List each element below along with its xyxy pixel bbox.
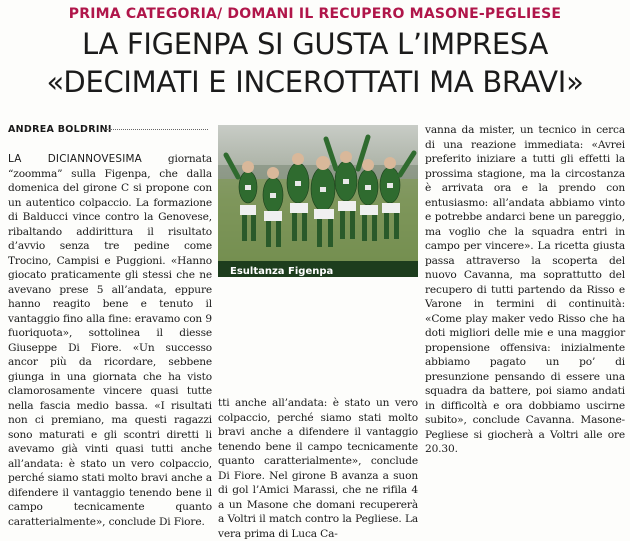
column-2-text: tti anche all’andata: è stato un vero colpaccio, perché siamo stati molto bravi anche a difendere il vantaggio tenendo bene il campo tecnicamente quanto caratterialmente», conclude Di Fiore. Nel girone B avanza a suon di gol l’Amici Marassi, che ne rifila 4 a un Masone che domani recupererà a Voltri il match contro la Pegliese. La vera prima di Luca Ca- xyxy=(218,397,418,540)
headline-line-1: LA FIGENPA SI GUSTA L’IMPRESA xyxy=(81,27,549,61)
team-celebration-photo xyxy=(218,125,418,261)
byline-rule xyxy=(104,129,208,130)
article-column-2 xyxy=(218,396,418,540)
lead-caps: LA DICIANNOVESIMA xyxy=(8,153,142,165)
headline-line-2: «DECIMATI E INCEROTTATI MA BRAVI» xyxy=(46,65,584,99)
article-column-3 xyxy=(425,123,625,465)
article-column-1 xyxy=(8,152,212,528)
column-3-text: vanna da mister, un tecnico in cerca di una reazione immediata: «Avrei preferito iniziare a tutti gli effetti la prossima stagione, ma la circostanza è arrivata ora e la prendo con entusiasmo: all’andata abbiamo vinto e potrebbe andarci bene un pareggio, ma voglio che la squadra entri in campo per vincere». La ricetta giusta passa attraverso la scoperta del nuovo Cavanna, ma soprattutto del recupero di tutti partendo da Risso e Varone in termini di continuità: «Come play maker vedo Risso che ha doti migliori delle mie e una maggior propensione offensiva: inizialmente abbiamo pagato un po’ di presunzione pensando di essere una squadra da battere, poi siamo andati in difficoltà e ora dobbiamo uscirne subito», conclude Cavanna. Masone-Pegliese si giocherà a Voltri alle ore 20.30. xyxy=(425,124,625,455)
column-1-text: giornata “zoomma” sulla Figenpa, che dalla domenica del girone C si propone con un autentico colpaccio. La formazione di Balducci vince contro la Genovese, ribaltando addirittura il risultato d’avvio senza tre pedine come Trocino, Campisi e Puggioni. «Hanno giocato praticamente gli stessi che ne avevano prese 5 all’andata, eppure hanno reagito bene e tenuto il vantaggio fino alla fine: eravamo con 9 fuoriquota», sottolinea il diesse Giuseppe Di Fiore. «Un successo ancor più da ricordare, sebbene giunga in una giornata che ha visto clamorosamente vincere quasi tutte nella fascia medio bassa. «I risultati non ci premiano, ma questi ragazzi sono maturati e gli scontri diretti li avevamo già vinti quasi tutti anche all’andata: è stato un vero colpaccio, perché siamo stati molto bravi anche a difendere il vantaggio tenendo bene il campo tecnicamente quanto caratterialmente», conclude Di Fiore. xyxy=(8,153,212,528)
article-kicker: PRIMA CATEGORIA/ DOMANI IL RECUPERO MASONE-PEGLIESE xyxy=(68,6,562,22)
photo-caption: Esultanza Figenpa xyxy=(230,266,334,277)
author-byline: ANDREA BOLDRINI xyxy=(8,124,112,135)
